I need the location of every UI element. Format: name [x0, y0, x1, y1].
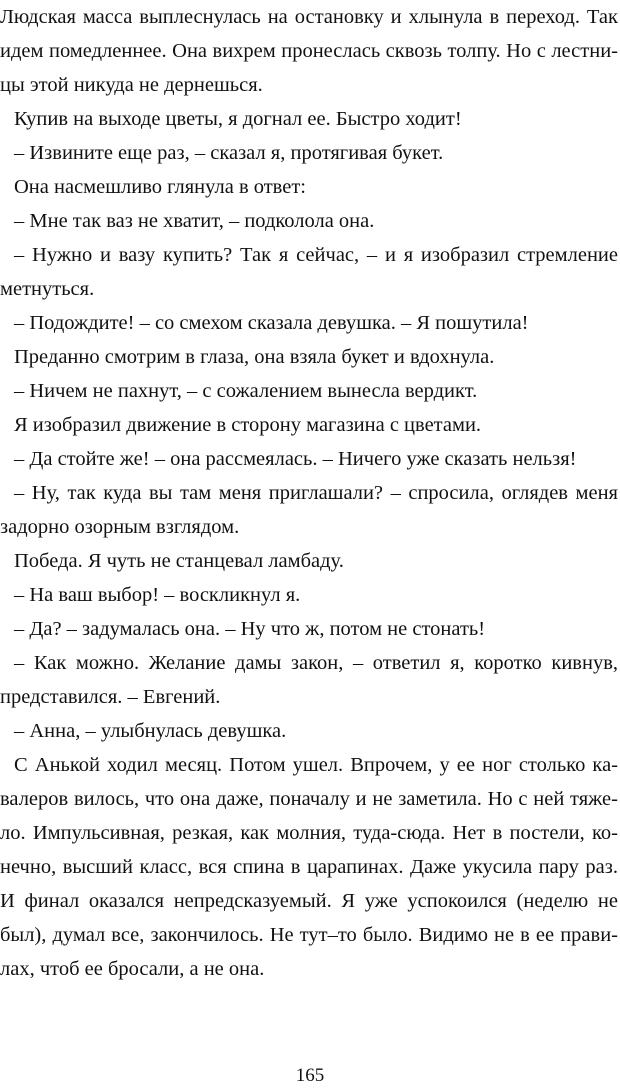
text-line: – Мне так ваз не хватит, – подколола она. — [14, 210, 375, 232]
text-line: Купив на выходе цветы, я догнал ее. Быстро ходит! — [14, 108, 462, 130]
text-line: метнуться. — [0, 278, 95, 300]
text-line: С Анькой ходил месяц. Потом ушел. Впрочем, у ее ног столько ка- — [14, 754, 618, 776]
text-line: – Как можно. Желание дамы закон, – ответил я, коротко кивнув, — [14, 652, 618, 674]
text-line: – Анна, – улыбнулась девушка. — [14, 720, 287, 742]
text-line: – Подождите! – со смехом сказала девушка. – Я пошутила! — [14, 312, 529, 334]
text-line: – Ну, так куда вы там меня приглашали? – спросила, оглядев меня — [14, 482, 618, 504]
text-line: представился. – Евгений. — [0, 686, 221, 708]
text-line: – Да? – задумалась она. – Ну что ж, потом не стонать! — [14, 618, 486, 640]
text-line: Победа. Я чуть не станцевал ламбаду. — [14, 550, 344, 572]
text-line: – Извините еще раз, – сказал я, протягивая букет. — [14, 142, 444, 164]
text-line: идем помедленнее. Она вихрем пронеслась сквозь толпу. Но с лестни- — [0, 40, 618, 62]
text-line: Преданно смотрим в глаза, она взяла букет и вдохнула. — [14, 346, 495, 368]
text-line: был), думал все, закончилось. Не тут–то было. Видимо не в ее прави- — [0, 924, 618, 946]
text-line: – Да стойте же! – она рассмеялась. – Ничего уже сказать нельзя! — [14, 448, 577, 470]
text-line: нечно, высший класс, вся спина в царапинах. Даже укусила пару раз. — [0, 856, 618, 878]
text-line: задорно озорным взглядом. — [0, 516, 240, 538]
text-line: Людская масса выплеснулась на остановку и хлынула в переход. Так — [0, 6, 618, 28]
text-line: – Нужно и вазу купить? Так я сейчас, – и я изобразил стремление — [14, 244, 618, 266]
page-number: 165 — [295, 1065, 325, 1086]
text-line: Я изобразил движение в сторону магазина с цветами. — [14, 414, 482, 436]
text-line: валеров вилось, что она даже, поначалу и не заметила. Но с ней тяже- — [0, 788, 618, 810]
text-line: – Ничем не пахнут, – с сожалением вынесла вердикт. — [14, 380, 478, 402]
text-line: Она насмешливо глянула в ответ: — [14, 176, 306, 198]
text-line: – На ваш выбор! – воскликнул я. — [14, 584, 301, 606]
text-line: И финал оказался непредсказуемый. Я уже успокоился (неделю не — [0, 890, 618, 912]
text-line: цы этой никуда не дернешься. — [0, 74, 263, 96]
text-line: лах, чтоб ее бросали, а не она. — [0, 958, 265, 980]
text-line: ло. Импульсивная, резкая, как молния, туда-сюда. Нет в постели, ко- — [0, 822, 618, 844]
